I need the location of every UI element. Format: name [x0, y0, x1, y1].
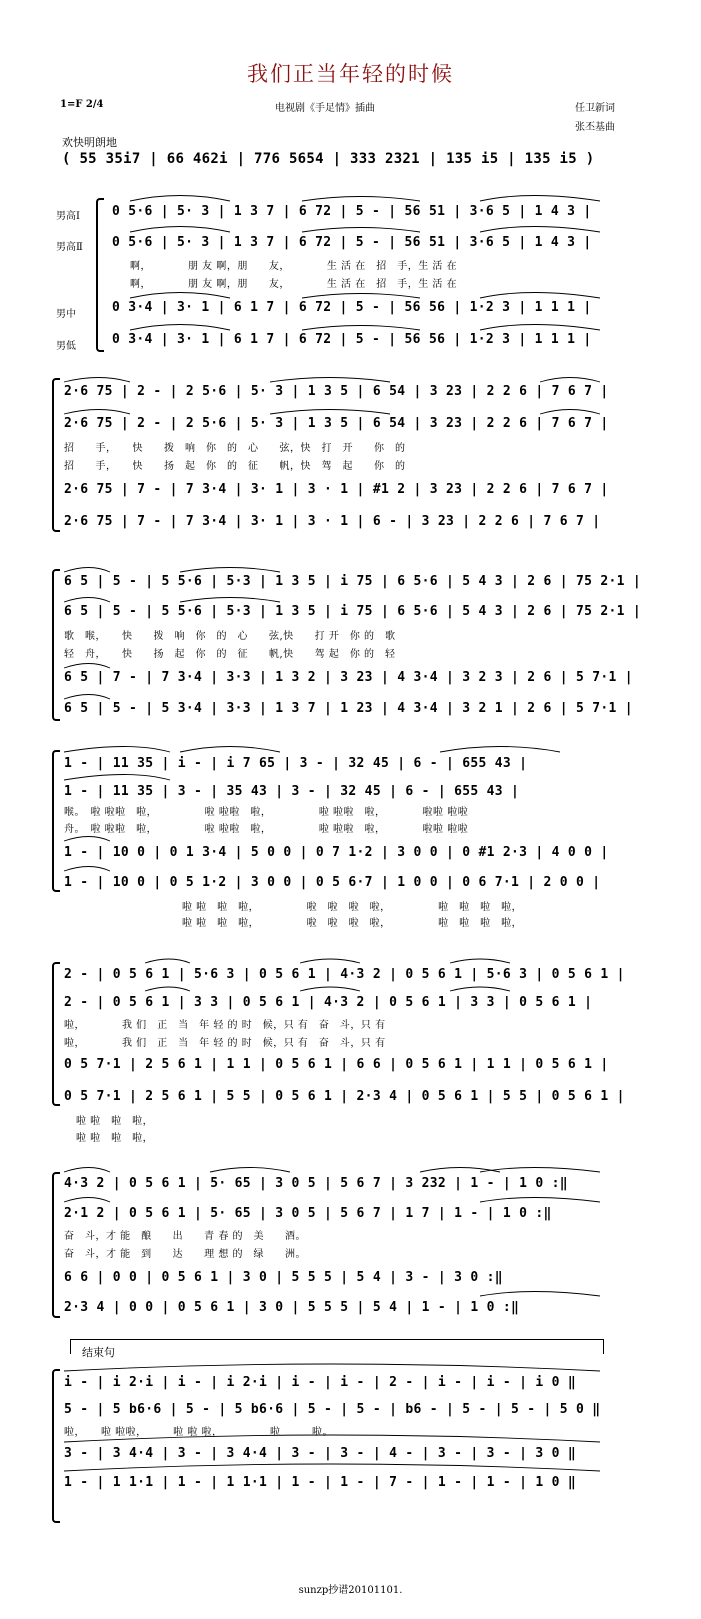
lyric-line: 啦 啦 啦 啦， [76, 1116, 154, 1127]
intro-line: ( 55 35i7 | 66 462i | 776 5654 | 333 2321 | 135 i5 | 135 i5 ) [62, 151, 595, 167]
notation-line: 2 - | 0 5 6 1 | 3 3 | 0 5 6 1 | 4·3 2 | 0 5 6 1 | 3 3 | 0 5 6 1 | [64, 995, 593, 1010]
song-title: 我们正当年轻的时候 [247, 62, 454, 86]
lyric-line: 奋 斗，才 能 酿 出 青 春 的 美 酒。 [64, 1231, 307, 1242]
lyric-line: 啦， 啦 啦啦， 啦 啦 啦， 啦 啦。 [64, 1427, 334, 1438]
key-signature: 1=F 2/4 [60, 99, 104, 110]
notation-line: 0 3·4 | 3· 1 | 6 1 7 | 6 72 | 5 - | 56 56 | 1·2 3 | 1 1 1 | [112, 332, 592, 347]
notation-line: 1 - | 10 0 | 0 5 1·2 | 3 0 0 | 0 5 6·7 | 1 0 0 | 0 6 7·1 | 2 0 0 | [64, 875, 601, 890]
lyricist: 任卫新词 [575, 103, 615, 114]
lyric-line: 奋 斗，才 能 到 达 理 想 的 绿 洲。 [64, 1249, 307, 1260]
notation-line: 5 - | 5 b6·6 | 5 - | 5 b6·6 | 5 - | 5 - | b6 - | 5 - | 5 - | 5 0 ‖ [64, 1402, 601, 1417]
notation-line: 1 - | 11 35 | 3 - | 35 43 | 3 - | 32 45 | 6 - | 655 43 | [64, 784, 520, 799]
part-label-baritone: 男中 [56, 309, 76, 320]
system-bracket [52, 750, 60, 892]
lyric-line: 招 手， 快 扬 起 你 的 征 帆，快 驾 起 你 的 [64, 461, 406, 472]
subtitle: 电视剧《手足情》插曲 [275, 103, 375, 114]
notation-line: 6 5 | 5 - | 5 5·6 | 5·3 | 1 3 5 | i 75 | 6 5·6 | 5 4 3 | 2 6 | 75 2·1 | [64, 604, 641, 619]
lyric-line: 啦 啦 啦 啦， [76, 1133, 154, 1144]
system-bracket [52, 569, 60, 721]
system-bracket [96, 198, 104, 352]
lyric-line: 轻 舟， 快 扬 起 你 的 征 帆,快 驾 起 你 的 轻 [64, 649, 396, 660]
notation-line: 0 5 7·1 | 2 5 6 1 | 1 1 | 0 5 6 1 | 6 6 | 0 5 6 1 | 1 1 | 0 5 6 1 | [64, 1057, 609, 1072]
ending-label: 结束句 [82, 1346, 115, 1359]
notation-line: 1 - | 1 1·1 | 1 - | 1 1·1 | 1 - | 1 - | 7 - | 1 - | 1 - | 1 0 ‖ [64, 1475, 576, 1490]
notation-line: 2·6 75 | 7 - | 7 3·4 | 3· 1 | 3 · 1 | 6 - | 3 23 | 2 2 6 | 7 6 7 | [64, 514, 601, 529]
notation-line: 6 5 | 7 - | 7 3·4 | 3·3 | 1 3 2 | 3 23 | 4 3·4 | 3 2 3 | 2 6 | 5 7·1 | [64, 670, 633, 685]
notation-line: 1 - | 10 0 | 0 1 3·4 | 5 0 0 | 0 7 1·2 | 3 0 0 | 0 #1 2·3 | 4 0 0 | [64, 845, 609, 860]
notation-line: 6 5 | 5 - | 5 3·4 | 3·3 | 1 3 7 | 1 23 | 4 3·4 | 3 2 1 | 2 6 | 5 7·1 | [64, 701, 633, 716]
lyric-line: 喉。 啦 啦啦 啦， 啦 啦啦 啦， 啦 啦啦 啦， 啦啦 啦啦 [64, 807, 469, 818]
lyric-line: 啦 啦 啦 啦， 啦 啦 啦 啦， 啦 啦 啦 啦， [182, 918, 523, 929]
lyric-line: 舟。 啦 啦啦 啦， 啦 啦啦 啦， 啦 啦啦 啦， 啦啦 啦啦 [64, 824, 469, 835]
system-bracket [52, 1172, 60, 1318]
part-label-tenor-1: 男高Ⅰ [56, 211, 80, 222]
notation-line: 3 - | 3 4·4 | 3 - | 3 4·4 | 3 - | 3 - | 4 - | 3 - | 3 - | 3 0 ‖ [64, 1446, 576, 1461]
system-bracket [52, 962, 60, 1106]
ending-bracket [70, 1339, 604, 1354]
notation-line: 4·3 2 | 0 5 6 1 | 5· 65 | 3 0 5 | 5 6 7 | 3 232 | 1 - | 1 0 :‖ [64, 1176, 568, 1191]
lyric-line: 啊， 朋 友 啊，朋 友， 生 活 在 招 手，生 活 在 [130, 261, 458, 272]
part-label-bass: 男低 [56, 341, 76, 352]
notation-line: i - | i 2·i | i - | i 2·i | i - | i - | 2 - | i - | i - | i 0 ‖ [64, 1375, 576, 1390]
notation-line: 2·3 4 | 0 0 | 0 5 6 1 | 3 0 | 5 5 5 | 5 4 | 1 - | 1 0 :‖ [64, 1300, 520, 1315]
lyric-line: 啦 啦 啦 啦， 啦 啦 啦 啦， 啦 啦 啦 啦， [182, 902, 523, 913]
notation-line: 0 5·6 | 5· 3 | 1 3 7 | 6 72 | 5 - | 56 51 | 3·6 5 | 1 4 3 | [112, 204, 592, 219]
lyric-line: 啦， 我 们 正 当 年 轻 的 时 候，只 有 奋 斗，只 有 [64, 1038, 386, 1049]
notation-line: 0 5 7·1 | 2 5 6 1 | 5 5 | 0 5 6 1 | 2·3 4 | 0 5 6 1 | 5 5 | 0 5 6 1 | [64, 1089, 625, 1104]
part-label-tenor-2: 男高Ⅱ [56, 242, 83, 253]
tempo-marking: 欢快明朗地 [62, 136, 117, 149]
lyric-line: 招 手， 快 拨 响 你 的 心 弦，快 打 开 你 的 [64, 443, 406, 454]
notation-line: 0 5·6 | 5· 3 | 1 3 7 | 6 72 | 5 - | 56 51 | 3·6 5 | 1 4 3 | [112, 235, 592, 250]
notation-line: 2 - | 0 5 6 1 | 5·6 3 | 0 5 6 1 | 4·3 2 | 0 5 6 1 | 5·6 3 | 0 5 6 1 | [64, 967, 625, 982]
notation-line: 6 6 | 0 0 | 0 5 6 1 | 3 0 | 5 5 5 | 5 4 | 3 - | 3 0 :‖ [64, 1270, 503, 1285]
notation-line: 2·6 75 | 7 - | 7 3·4 | 3· 1 | 3 · 1 | #1 2 | 3 23 | 2 2 6 | 7 6 7 | [64, 482, 609, 497]
notation-line: 2·6 75 | 2 - | 2 5·6 | 5· 3 | 1 3 5 | 6 54 | 3 23 | 2 2 6 | 7 6 7 | [64, 416, 609, 431]
footer-note: sunzp抄谱20101101. [298, 1585, 403, 1596]
lyric-line: 啦， 我 们 正 当 年 轻 的 时 候，只 有 奋 斗，只 有 [64, 1020, 386, 1031]
notation-line: 2·6 75 | 2 - | 2 5·6 | 5· 3 | 1 3 5 | 6 54 | 3 23 | 2 2 6 | 7 6 7 | [64, 384, 609, 399]
notation-line: 2·1 2 | 0 5 6 1 | 5· 65 | 3 0 5 | 5 6 7 | 1 7 | 1 - | 1 0 :‖ [64, 1206, 552, 1221]
system-bracket [52, 378, 60, 532]
lyric-line: 歌 喉， 快 拨 响 你 的 心 弦,快 打 开 你 的 歌 [64, 631, 396, 642]
notation-line: 0 3·4 | 3· 1 | 6 1 7 | 6 72 | 5 - | 56 56 | 1·2 3 | 1 1 1 | [112, 300, 592, 315]
system-bracket [52, 1369, 60, 1523]
lyric-line: 啊， 朋 友 啊，朋 友， 生 活 在 招 手，生 活 在 [130, 279, 458, 290]
notation-line: 1 - | 11 35 | i - | i 7 65 | 3 - | 32 45 | 6 - | 655 43 | [64, 756, 528, 771]
notation-line: 6 5 | 5 - | 5 5·6 | 5·3 | 1 3 5 | i 75 | 6 5·6 | 5 4 3 | 2 6 | 75 2·1 | [64, 574, 641, 589]
composer: 张丕基曲 [575, 122, 615, 133]
